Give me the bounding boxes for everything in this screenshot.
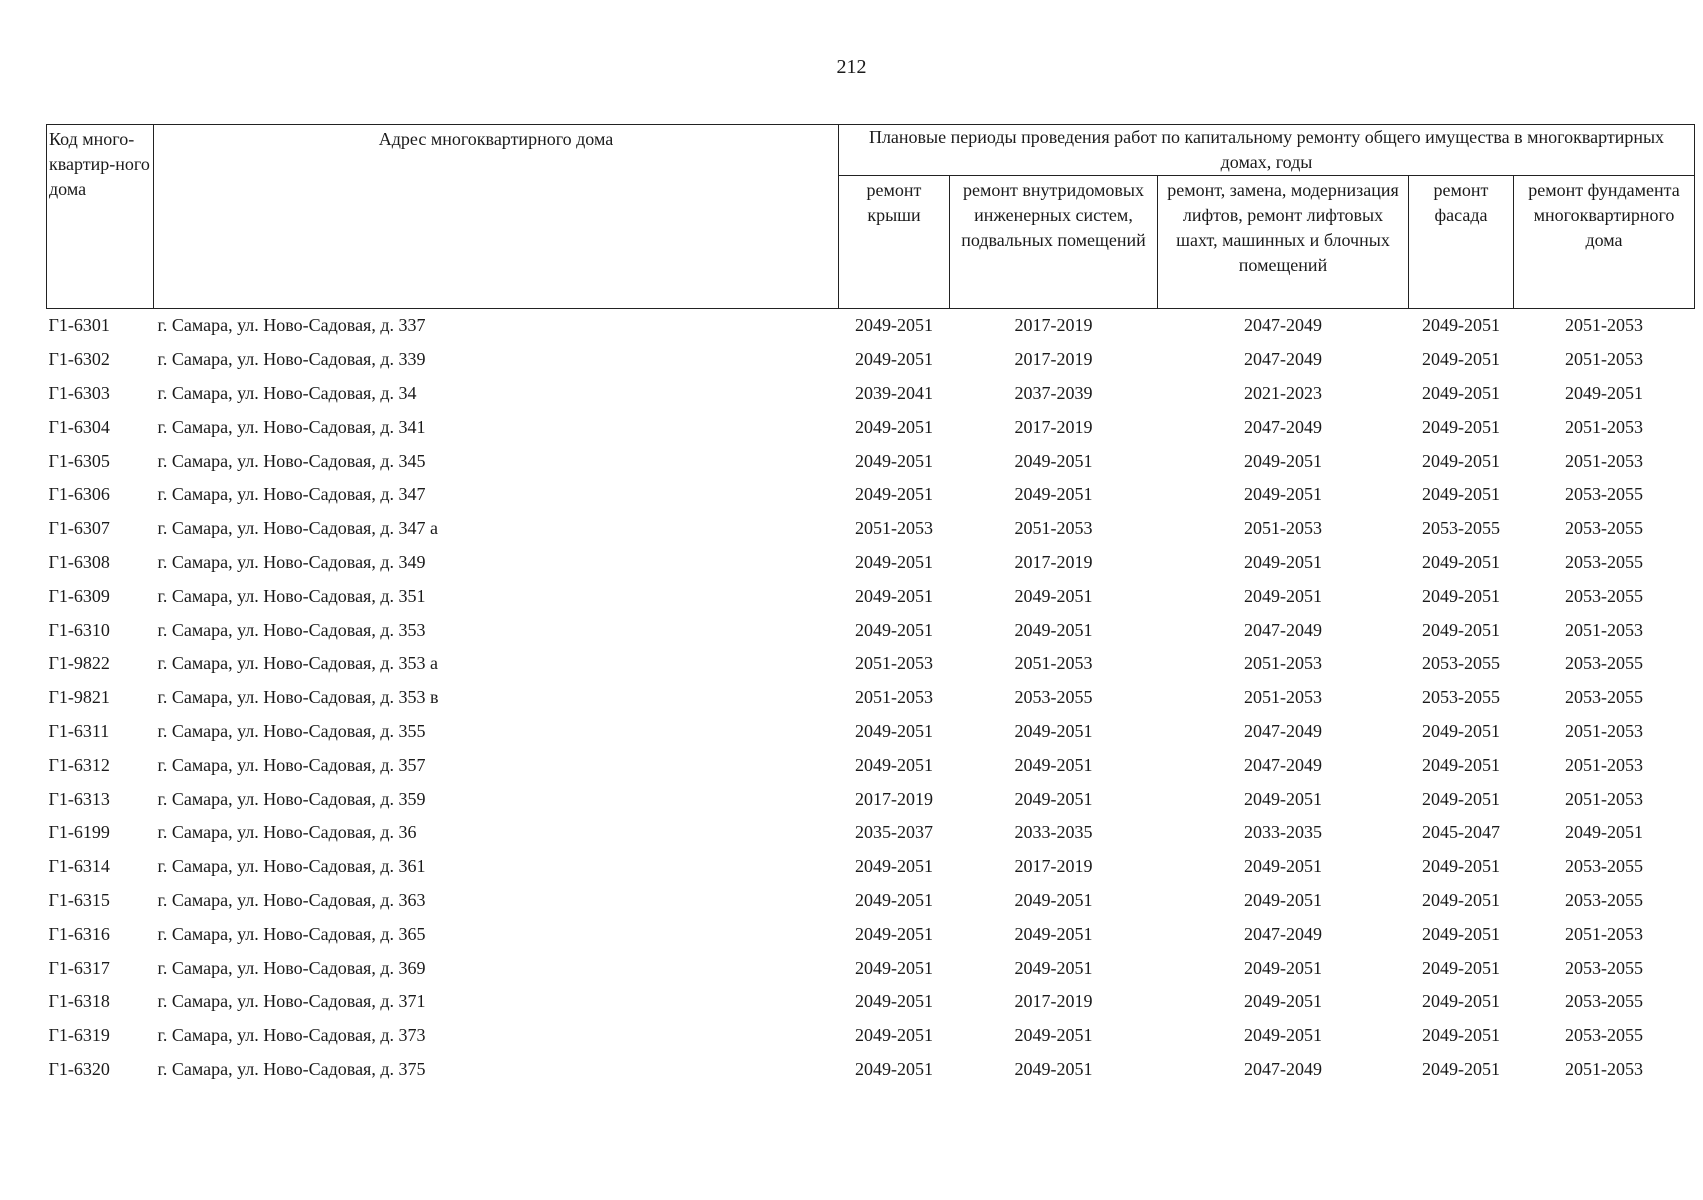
table-row <box>47 343 1695 377</box>
cell-address: г. Самара, ул. Ново-Садовая, д. 349 <box>157 551 426 572</box>
cell-facade: 2049-2051 <box>1422 382 1500 403</box>
header-foundation-label: ремонт фундамента многоквартирного дома <box>1528 180 1680 250</box>
cell-foundation: 2053-2055 <box>1565 551 1644 572</box>
cell-systems: 2049-2051 <box>1014 585 1093 606</box>
table-row <box>47 782 1695 816</box>
cell-lifts: 2051-2053 <box>1244 687 1322 708</box>
table-row <box>47 613 1695 647</box>
cell-roof: 2049-2051 <box>855 991 933 1012</box>
cell-lifts: 2049-2051 <box>1244 551 1322 572</box>
cell-lifts: 2049-2051 <box>1244 484 1322 505</box>
cell-address: г. Самара, ул. Ново-Садовая, д. 369 <box>157 957 426 978</box>
cell-address: г. Самара, ул. Ново-Садовая, д. 341 <box>157 416 426 437</box>
cell-code: Г1-6319 <box>48 1025 110 1046</box>
cell-facade: 2053-2055 <box>1422 687 1500 708</box>
cell-systems: 2049-2051 <box>1014 619 1093 640</box>
cell-foundation: 2051-2053 <box>1565 450 1644 471</box>
cell-lifts: 2049-2051 <box>1244 585 1322 606</box>
cell-facade: 2049-2051 <box>1422 1058 1500 1079</box>
table-row <box>47 748 1695 782</box>
cell-lifts: 2051-2053 <box>1244 653 1322 674</box>
cell-roof: 2049-2051 <box>855 315 933 336</box>
cell-systems: 2017-2019 <box>1014 416 1093 437</box>
cell-code: Г1-6310 <box>48 619 110 640</box>
cell-foundation: 2053-2055 <box>1565 957 1644 978</box>
cell-systems: 2051-2053 <box>1014 653 1093 674</box>
cell-address: г. Самара, ул. Ново-Садовая, д. 353 <box>157 619 426 640</box>
cell-address: г. Самара, ул. Ново-Садовая, д. 34 <box>157 382 417 403</box>
cell-lifts: 2047-2049 <box>1244 619 1322 640</box>
table-row <box>47 917 1695 951</box>
cell-facade: 2053-2055 <box>1422 653 1500 674</box>
cell-code: Г1-6320 <box>48 1058 110 1079</box>
cell-address: г. Самара, ул. Ново-Садовая, д. 361 <box>157 856 426 877</box>
cell-facade: 2049-2051 <box>1422 754 1500 775</box>
cell-foundation: 2053-2055 <box>1565 1025 1644 1046</box>
cell-roof: 2049-2051 <box>855 720 933 741</box>
cell-systems: 2053-2055 <box>1014 687 1093 708</box>
cell-systems: 2051-2053 <box>1014 518 1093 539</box>
cell-facade: 2049-2051 <box>1422 856 1500 877</box>
header-lifts <box>1158 176 1409 309</box>
cell-foundation: 2053-2055 <box>1565 687 1644 708</box>
header-lifts-label: ремонт, замена, модернизация лифтов, ремонт лифтовых шахт, машинных и блочных помещений <box>1167 180 1399 275</box>
cell-roof: 2049-2051 <box>855 754 933 775</box>
cell-address: г. Самара, ул. Ново-Садовая, д. 351 <box>157 585 426 606</box>
cell-facade: 2049-2051 <box>1422 349 1500 370</box>
cell-roof: 2051-2053 <box>855 653 933 674</box>
cell-foundation: 2051-2053 <box>1565 754 1644 775</box>
cell-code: Г1-6199 <box>48 822 110 843</box>
cell-lifts: 2047-2049 <box>1244 349 1322 370</box>
repair-schedule-table <box>46 124 1695 1086</box>
header-facade <box>1409 176 1514 309</box>
cell-foundation: 2053-2055 <box>1565 653 1644 674</box>
cell-facade: 2049-2051 <box>1422 923 1500 944</box>
cell-lifts: 2049-2051 <box>1244 991 1322 1012</box>
cell-code: Г1-6315 <box>48 889 110 910</box>
cell-roof: 2051-2053 <box>855 687 933 708</box>
cell-lifts: 2049-2051 <box>1244 957 1322 978</box>
cell-roof: 2049-2051 <box>855 889 933 910</box>
cell-code: Г1-6313 <box>48 788 110 809</box>
cell-code: Г1-6306 <box>48 484 110 505</box>
cell-foundation: 2053-2055 <box>1565 484 1644 505</box>
header-address-label: Адрес многоквартирного дома <box>378 129 614 149</box>
cell-lifts: 2047-2049 <box>1244 315 1322 336</box>
table-row <box>47 579 1695 613</box>
cell-roof: 2049-2051 <box>855 923 933 944</box>
cell-lifts: 2049-2051 <box>1244 788 1322 809</box>
cell-lifts: 2047-2049 <box>1244 1058 1322 1079</box>
cell-code: Г1-6307 <box>48 518 110 539</box>
cell-foundation: 2053-2055 <box>1565 518 1644 539</box>
cell-roof: 2049-2051 <box>855 619 933 640</box>
cell-facade: 2053-2055 <box>1422 518 1500 539</box>
cell-address: г. Самара, ул. Ново-Садовая, д. 353 в <box>157 687 439 708</box>
cell-address: г. Самара, ул. Ново-Садовая, д. 373 <box>157 1025 426 1046</box>
header-address <box>154 125 839 309</box>
cell-foundation: 2051-2053 <box>1565 619 1644 640</box>
cell-code: Г1-6302 <box>48 349 110 370</box>
cell-facade: 2049-2051 <box>1422 991 1500 1012</box>
table-row <box>47 715 1695 749</box>
table-row <box>47 377 1695 411</box>
cell-code: Г1-6305 <box>48 450 110 471</box>
cell-code: Г1-9822 <box>48 653 110 674</box>
cell-lifts: 2047-2049 <box>1244 720 1322 741</box>
table-row <box>47 478 1695 512</box>
table-row <box>47 1053 1695 1087</box>
header-planned-periods-label: Плановые периоды проведения работ по капитальному ремонту общего имущества в многоквартирных домах, годы <box>868 127 1665 172</box>
table-row <box>47 884 1695 918</box>
cell-address: г. Самара, ул. Ново-Садовая, д. 363 <box>157 889 426 910</box>
cell-systems: 2049-2051 <box>1014 754 1093 775</box>
cell-lifts: 2047-2049 <box>1244 923 1322 944</box>
cell-roof: 2035-2037 <box>855 822 933 843</box>
cell-code: Г1-6312 <box>48 754 110 775</box>
cell-foundation: 2051-2053 <box>1565 1058 1644 1079</box>
cell-systems: 2049-2051 <box>1014 450 1093 471</box>
table-row <box>47 816 1695 850</box>
table-row <box>47 546 1695 580</box>
header-code <box>47 125 154 309</box>
cell-facade: 2049-2051 <box>1422 957 1500 978</box>
cell-lifts: 2033-2035 <box>1244 822 1322 843</box>
cell-code: Г1-6317 <box>48 957 110 978</box>
header-systems-label: ремонт внутридомовых инженерных систем, подвальных помещений <box>961 180 1146 250</box>
table-row <box>47 951 1695 985</box>
cell-roof: 2049-2051 <box>855 1025 933 1046</box>
cell-code: Г1-9821 <box>48 687 110 708</box>
table-row <box>47 850 1695 884</box>
cell-foundation: 2051-2053 <box>1565 349 1644 370</box>
cell-lifts: 2049-2051 <box>1244 450 1322 471</box>
cell-systems: 2017-2019 <box>1014 991 1093 1012</box>
header-systems <box>950 176 1158 309</box>
cell-code: Г1-6309 <box>48 585 110 606</box>
cell-foundation: 2053-2055 <box>1565 991 1644 1012</box>
cell-foundation: 2049-2051 <box>1565 382 1644 403</box>
cell-code: Г1-6301 <box>48 315 110 336</box>
table-row <box>47 681 1695 715</box>
cell-address: г. Самара, ул. Ново-Садовая, д. 36 <box>157 822 417 843</box>
cell-systems: 2049-2051 <box>1014 1058 1093 1079</box>
cell-foundation: 2051-2053 <box>1565 720 1644 741</box>
cell-facade: 2049-2051 <box>1422 585 1500 606</box>
cell-facade: 2049-2051 <box>1422 1025 1500 1046</box>
cell-facade: 2049-2051 <box>1422 788 1500 809</box>
cell-address: г. Самара, ул. Ново-Садовая, д. 339 <box>157 349 426 370</box>
cell-code: Г1-6316 <box>48 923 110 944</box>
cell-facade: 2045-2047 <box>1422 822 1500 843</box>
cell-systems: 2017-2019 <box>1014 349 1093 370</box>
cell-address: г. Самара, ул. Ново-Садовая, д. 375 <box>157 1058 426 1079</box>
cell-systems: 2037-2039 <box>1014 382 1093 403</box>
table-header <box>47 125 1695 309</box>
cell-foundation: 2053-2055 <box>1565 856 1644 877</box>
cell-roof: 2049-2051 <box>855 585 933 606</box>
page-number: 212 <box>836 56 867 78</box>
cell-code: Г1-6318 <box>48 991 110 1012</box>
cell-address: г. Самара, ул. Ново-Садовая, д. 345 <box>157 450 426 471</box>
cell-roof: 2049-2051 <box>855 551 933 572</box>
cell-roof: 2049-2051 <box>855 957 933 978</box>
cell-address: г. Самара, ул. Ново-Садовая, д. 359 <box>157 788 426 809</box>
table-row <box>47 410 1695 444</box>
table-row <box>47 985 1695 1019</box>
cell-foundation: 2051-2053 <box>1565 315 1644 336</box>
cell-systems: 2017-2019 <box>1014 856 1093 877</box>
table-row <box>47 309 1695 343</box>
cell-roof: 2049-2051 <box>855 1058 933 1079</box>
cell-roof: 2049-2051 <box>855 856 933 877</box>
cell-roof: 2017-2019 <box>855 788 933 809</box>
cell-facade: 2049-2051 <box>1422 551 1500 572</box>
cell-lifts: 2051-2053 <box>1244 518 1322 539</box>
cell-roof: 2049-2051 <box>855 416 933 437</box>
header-roof-label: ремонт крыши <box>866 180 922 225</box>
cell-address: г. Самара, ул. Ново-Садовая, д. 347 <box>157 484 426 505</box>
header-planned-periods <box>839 125 1695 176</box>
header-roof <box>839 176 950 309</box>
cell-address: г. Самара, ул. Ново-Садовая, д. 357 <box>157 754 426 775</box>
cell-facade: 2049-2051 <box>1422 720 1500 741</box>
cell-facade: 2049-2051 <box>1422 315 1500 336</box>
cell-systems: 2049-2051 <box>1014 788 1093 809</box>
cell-foundation: 2051-2053 <box>1565 788 1644 809</box>
cell-lifts: 2049-2051 <box>1244 1025 1322 1046</box>
cell-foundation: 2049-2051 <box>1565 822 1644 843</box>
cell-address: г. Самара, ул. Ново-Садовая, д. 337 <box>157 315 426 336</box>
cell-systems: 2033-2035 <box>1014 822 1093 843</box>
cell-facade: 2049-2051 <box>1422 484 1500 505</box>
cell-systems: 2017-2019 <box>1014 551 1093 572</box>
cell-address: г. Самара, ул. Ново-Садовая, д. 365 <box>157 923 426 944</box>
cell-roof: 2051-2053 <box>855 518 933 539</box>
header-facade-label: ремонт фасада <box>1433 180 1489 225</box>
cell-foundation: 2051-2053 <box>1565 416 1644 437</box>
cell-systems: 2049-2051 <box>1014 957 1093 978</box>
cell-systems: 2049-2051 <box>1014 720 1093 741</box>
table-row <box>47 1019 1695 1053</box>
cell-systems: 2049-2051 <box>1014 1025 1093 1046</box>
cell-foundation: 2053-2055 <box>1565 889 1644 910</box>
cell-code: Г1-6314 <box>48 856 110 877</box>
cell-roof: 2049-2051 <box>855 450 933 471</box>
cell-systems: 2017-2019 <box>1014 315 1093 336</box>
cell-lifts: 2047-2049 <box>1244 416 1322 437</box>
cell-facade: 2049-2051 <box>1422 619 1500 640</box>
cell-lifts: 2049-2051 <box>1244 889 1322 910</box>
cell-lifts: 2021-2023 <box>1244 382 1322 403</box>
cell-code: Г1-6308 <box>48 551 110 572</box>
cell-systems: 2049-2051 <box>1014 889 1093 910</box>
cell-facade: 2049-2051 <box>1422 450 1500 471</box>
cell-address: г. Самара, ул. Ново-Садовая, д. 371 <box>157 991 426 1012</box>
cell-systems: 2049-2051 <box>1014 923 1093 944</box>
cell-foundation: 2051-2053 <box>1565 923 1644 944</box>
cell-address: г. Самара, ул. Ново-Садовая, д. 353 а <box>157 653 438 674</box>
table-row <box>47 512 1695 546</box>
table-row <box>47 647 1695 681</box>
cell-lifts: 2047-2049 <box>1244 754 1322 775</box>
cell-address: г. Самара, ул. Ново-Садовая, д. 347 а <box>157 518 438 539</box>
cell-systems: 2049-2051 <box>1014 484 1093 505</box>
cell-foundation: 2053-2055 <box>1565 585 1644 606</box>
cell-roof: 2049-2051 <box>855 349 933 370</box>
cell-code: Г1-6303 <box>48 382 110 403</box>
cell-address: г. Самара, ул. Ново-Садовая, д. 355 <box>157 720 426 741</box>
cell-roof: 2039-2041 <box>855 382 933 403</box>
table-row <box>47 444 1695 478</box>
cell-roof: 2049-2051 <box>855 484 933 505</box>
cell-facade: 2049-2051 <box>1422 889 1500 910</box>
header-code-label: Код много-квартир-ного дома <box>49 129 150 199</box>
header-foundation <box>1514 176 1695 309</box>
table-body <box>47 309 1695 1087</box>
cell-lifts: 2049-2051 <box>1244 856 1322 877</box>
cell-code: Г1-6311 <box>48 720 110 741</box>
cell-facade: 2049-2051 <box>1422 416 1500 437</box>
cell-code: Г1-6304 <box>48 416 110 437</box>
